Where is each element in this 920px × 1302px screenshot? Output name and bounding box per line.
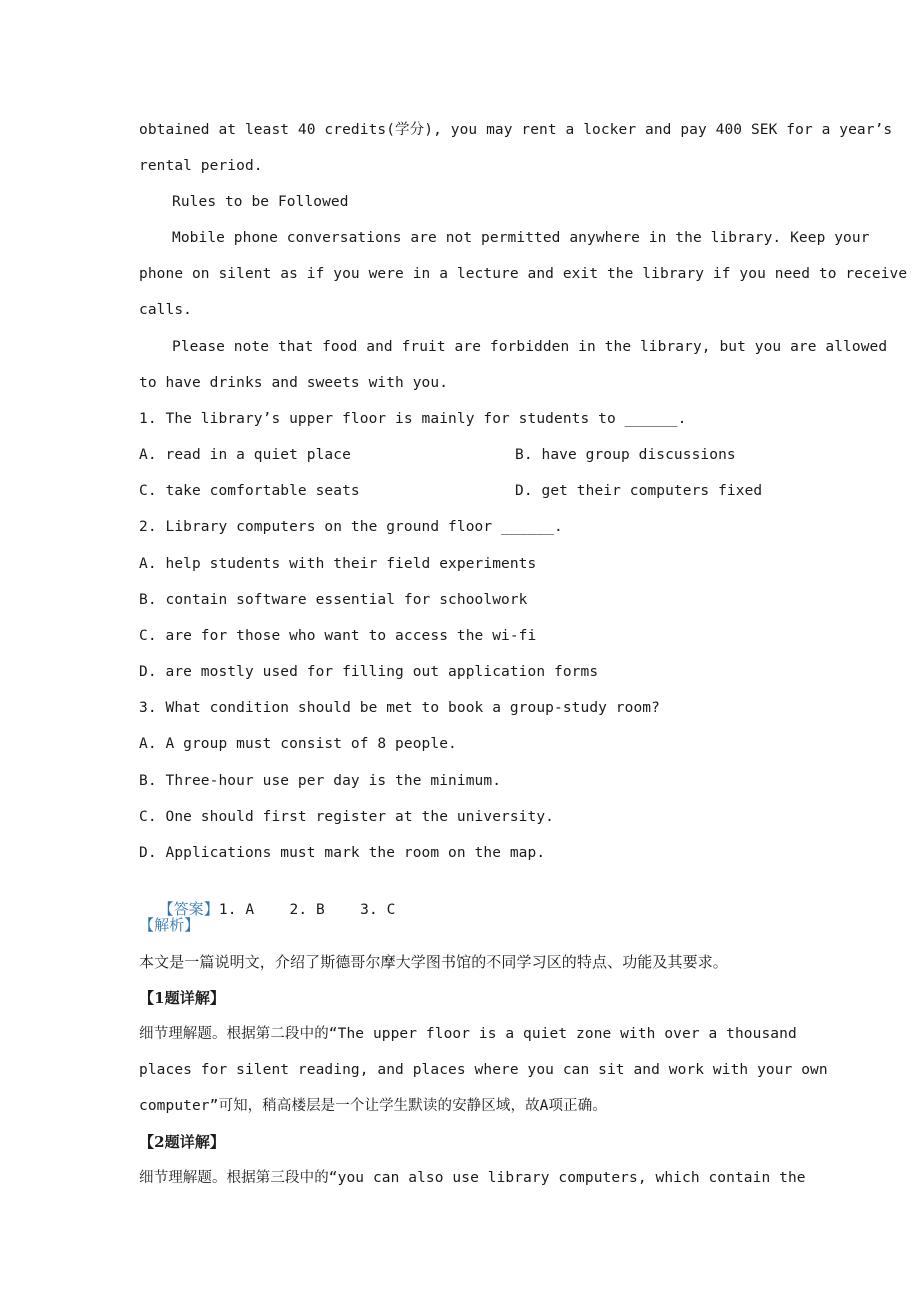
option-d: D. get their computers fixed — [515, 483, 763, 499]
analysis-summary: 本文是一篇说明文，介绍了斯德哥尔摩大学图书馆的不同学习区的特点、功能及其要求。 — [139, 953, 728, 971]
option-a: A. read in a quiet place — [139, 447, 351, 463]
question-stem: 1. The library’s upper floor is mainly for students to ______. — [139, 411, 687, 427]
option-b: B. contain software essential for schoolwork — [139, 592, 528, 608]
passage-line: calls. — [139, 302, 192, 318]
passage-line: Mobile phone conversations are not permitted anywhere in the library. Keep your — [172, 230, 870, 246]
explanation-line: 细节理解题。根据第二段中的“The upper floor is a quiet zone with over a thousand — [139, 1026, 797, 1042]
explanation-line: places for silent reading, and places where you can sit and work with your own — [139, 1062, 828, 1078]
explanation-line: 细节理解题。根据第三段中的“you can also use library computers, which contain the — [139, 1170, 806, 1186]
option-b: B. Three-hour use per day is the minimum. — [139, 773, 502, 789]
q1-explanation-heading: 【1题详解】 — [139, 989, 226, 1007]
explanation-line: computer”可知，稍高楼层是一个让学生默读的安静区域，故A项正确。 — [139, 1098, 607, 1114]
option-a: A. A group must consist of 8 people. — [139, 736, 457, 752]
passage-line: Please note that food and fruit are forbidden in the library, but you are allowed — [172, 339, 888, 355]
analysis-label: 【解析】 — [139, 916, 200, 934]
section-heading: Rules to be Followed — [172, 194, 349, 210]
option-d: D. are mostly used for filling out application forms — [139, 664, 599, 680]
answer-text: 1. A 2. B 3. C — [218, 902, 396, 918]
passage-line: obtained at least 40 credits(学分), you may rent a locker and pay 400 SEK for a year’s — [139, 122, 893, 138]
option-c: C. One should first register at the university. — [139, 809, 554, 825]
question-stem: 2. Library computers on the ground floor ______. — [139, 519, 563, 535]
option-b: B. have group discussions — [515, 447, 736, 463]
option-d: D. Applications must mark the room on the map. — [139, 845, 546, 861]
answer-label: 【答案】 — [158, 900, 219, 918]
option-a: A. help students with their field experiments — [139, 556, 537, 572]
option-c: C. are for those who want to access the wi-fi — [139, 628, 537, 644]
option-c: C. take comfortable seats — [139, 483, 360, 499]
passage-line: rental period. — [139, 158, 263, 174]
question-stem: 3. What condition should be met to book a group-study room? — [139, 700, 660, 716]
q2-explanation-heading: 【2题详解】 — [139, 1133, 226, 1151]
passage-line: phone on silent as if you were in a lecture and exit the library if you need to receive — [139, 266, 908, 282]
passage-line: to have drinks and sweets with you. — [139, 375, 449, 391]
